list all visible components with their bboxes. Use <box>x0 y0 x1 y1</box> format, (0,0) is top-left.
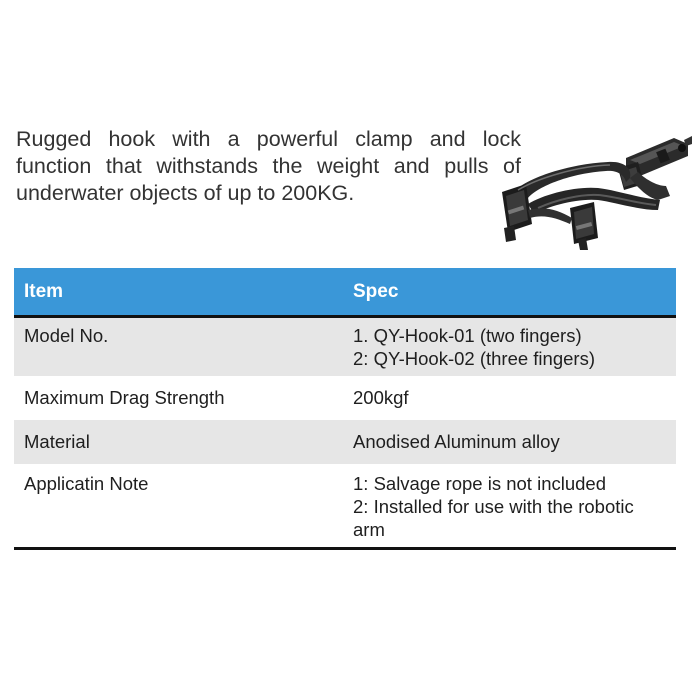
spec-line: Anodised Aluminum alloy <box>353 431 560 452</box>
table-row <box>14 464 676 549</box>
spec-line: 1: Salvage rope is not included <box>353 473 607 494</box>
header-spec: Spec <box>345 268 676 317</box>
spec-table <box>14 268 676 550</box>
spec-line: 1. QY-Hook-01 (two fingers) <box>353 325 582 346</box>
table-header-row <box>14 268 676 317</box>
row-spec-value <box>345 376 676 420</box>
spec-line: 200kgf <box>353 387 409 408</box>
header-item: Item <box>14 268 345 317</box>
robotic-hook-claw-icon <box>498 128 692 250</box>
product-description: Rugged hook with a powerful clamp and lock function that withstands the weight and pulls of underwater objects of up to 200KG. <box>16 127 521 205</box>
row-item-label: Material <box>14 420 345 464</box>
row-spec-value <box>345 464 676 549</box>
row-item-label: Maximum Drag Strength <box>24 387 225 408</box>
row-item-label: Model No. <box>14 317 345 377</box>
row-spec-value <box>345 317 676 377</box>
row-item-label: Applicatin Note <box>14 464 345 549</box>
table-row <box>14 420 676 464</box>
spec-line: 2: QY-Hook-02 (three fingers) <box>353 348 595 369</box>
table-row <box>14 376 676 420</box>
spec-line: 2: Installed for use with the robotic arm <box>353 496 634 540</box>
row-spec-value <box>345 420 676 464</box>
table-row <box>14 317 676 377</box>
